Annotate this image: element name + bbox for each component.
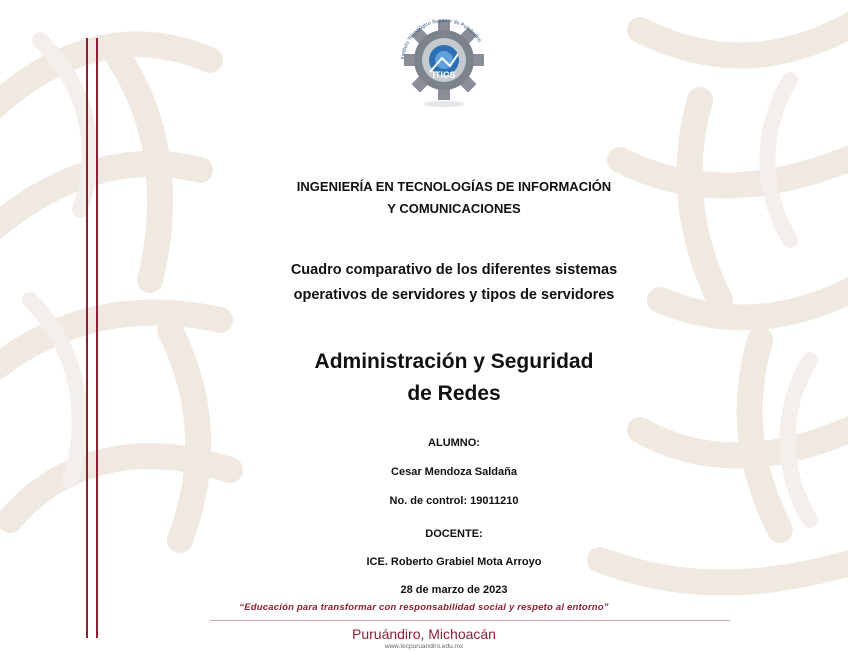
footer-website: www.tecpuruandiro.edu.mx	[384, 643, 464, 650]
margin-rule-left	[86, 38, 88, 638]
control-number: No. de control: 19011210	[389, 495, 519, 507]
subject-title	[50, 346, 848, 410]
work-title-line-2: operativos de servidores y tipos de servidores	[293, 287, 615, 303]
student-name: Cesar Mendoza Saldaña	[391, 466, 517, 478]
logo-initials: ITICS	[432, 70, 456, 80]
subject-line-1: Administración y Seguridad	[314, 350, 594, 373]
teacher-label: DOCENTE:	[425, 528, 483, 540]
logo-ring-text: Instituto Tecnológico Superior de Puruándiro	[400, 17, 483, 60]
subject-line-2: de Redes	[407, 382, 501, 405]
institution-line-2: Y COMUNICACIONES	[387, 201, 521, 216]
work-title	[50, 258, 848, 308]
footer-city: Puruándiro, Michoacán	[352, 626, 496, 642]
institution-name	[50, 176, 848, 220]
institution-logo	[384, 10, 504, 110]
teacher-name: ICE. Roberto Grabiel Mota Arroyo	[366, 556, 542, 568]
margin-rule-right	[96, 38, 98, 638]
document-date: 28 de marzo de 2023	[400, 584, 508, 596]
institution-line-1: INGENIERÍA EN TECNOLOGÍAS DE INFORMACIÓN	[296, 179, 612, 194]
footer-motto: “Educación para transformar con responsabilidad social y respeto al entorno”	[239, 602, 609, 613]
work-title-line-1: Cuadro comparativo de los diferentes sistemas	[290, 262, 618, 278]
footer-divider	[210, 620, 730, 621]
student-label: ALUMNO:	[428, 437, 480, 449]
